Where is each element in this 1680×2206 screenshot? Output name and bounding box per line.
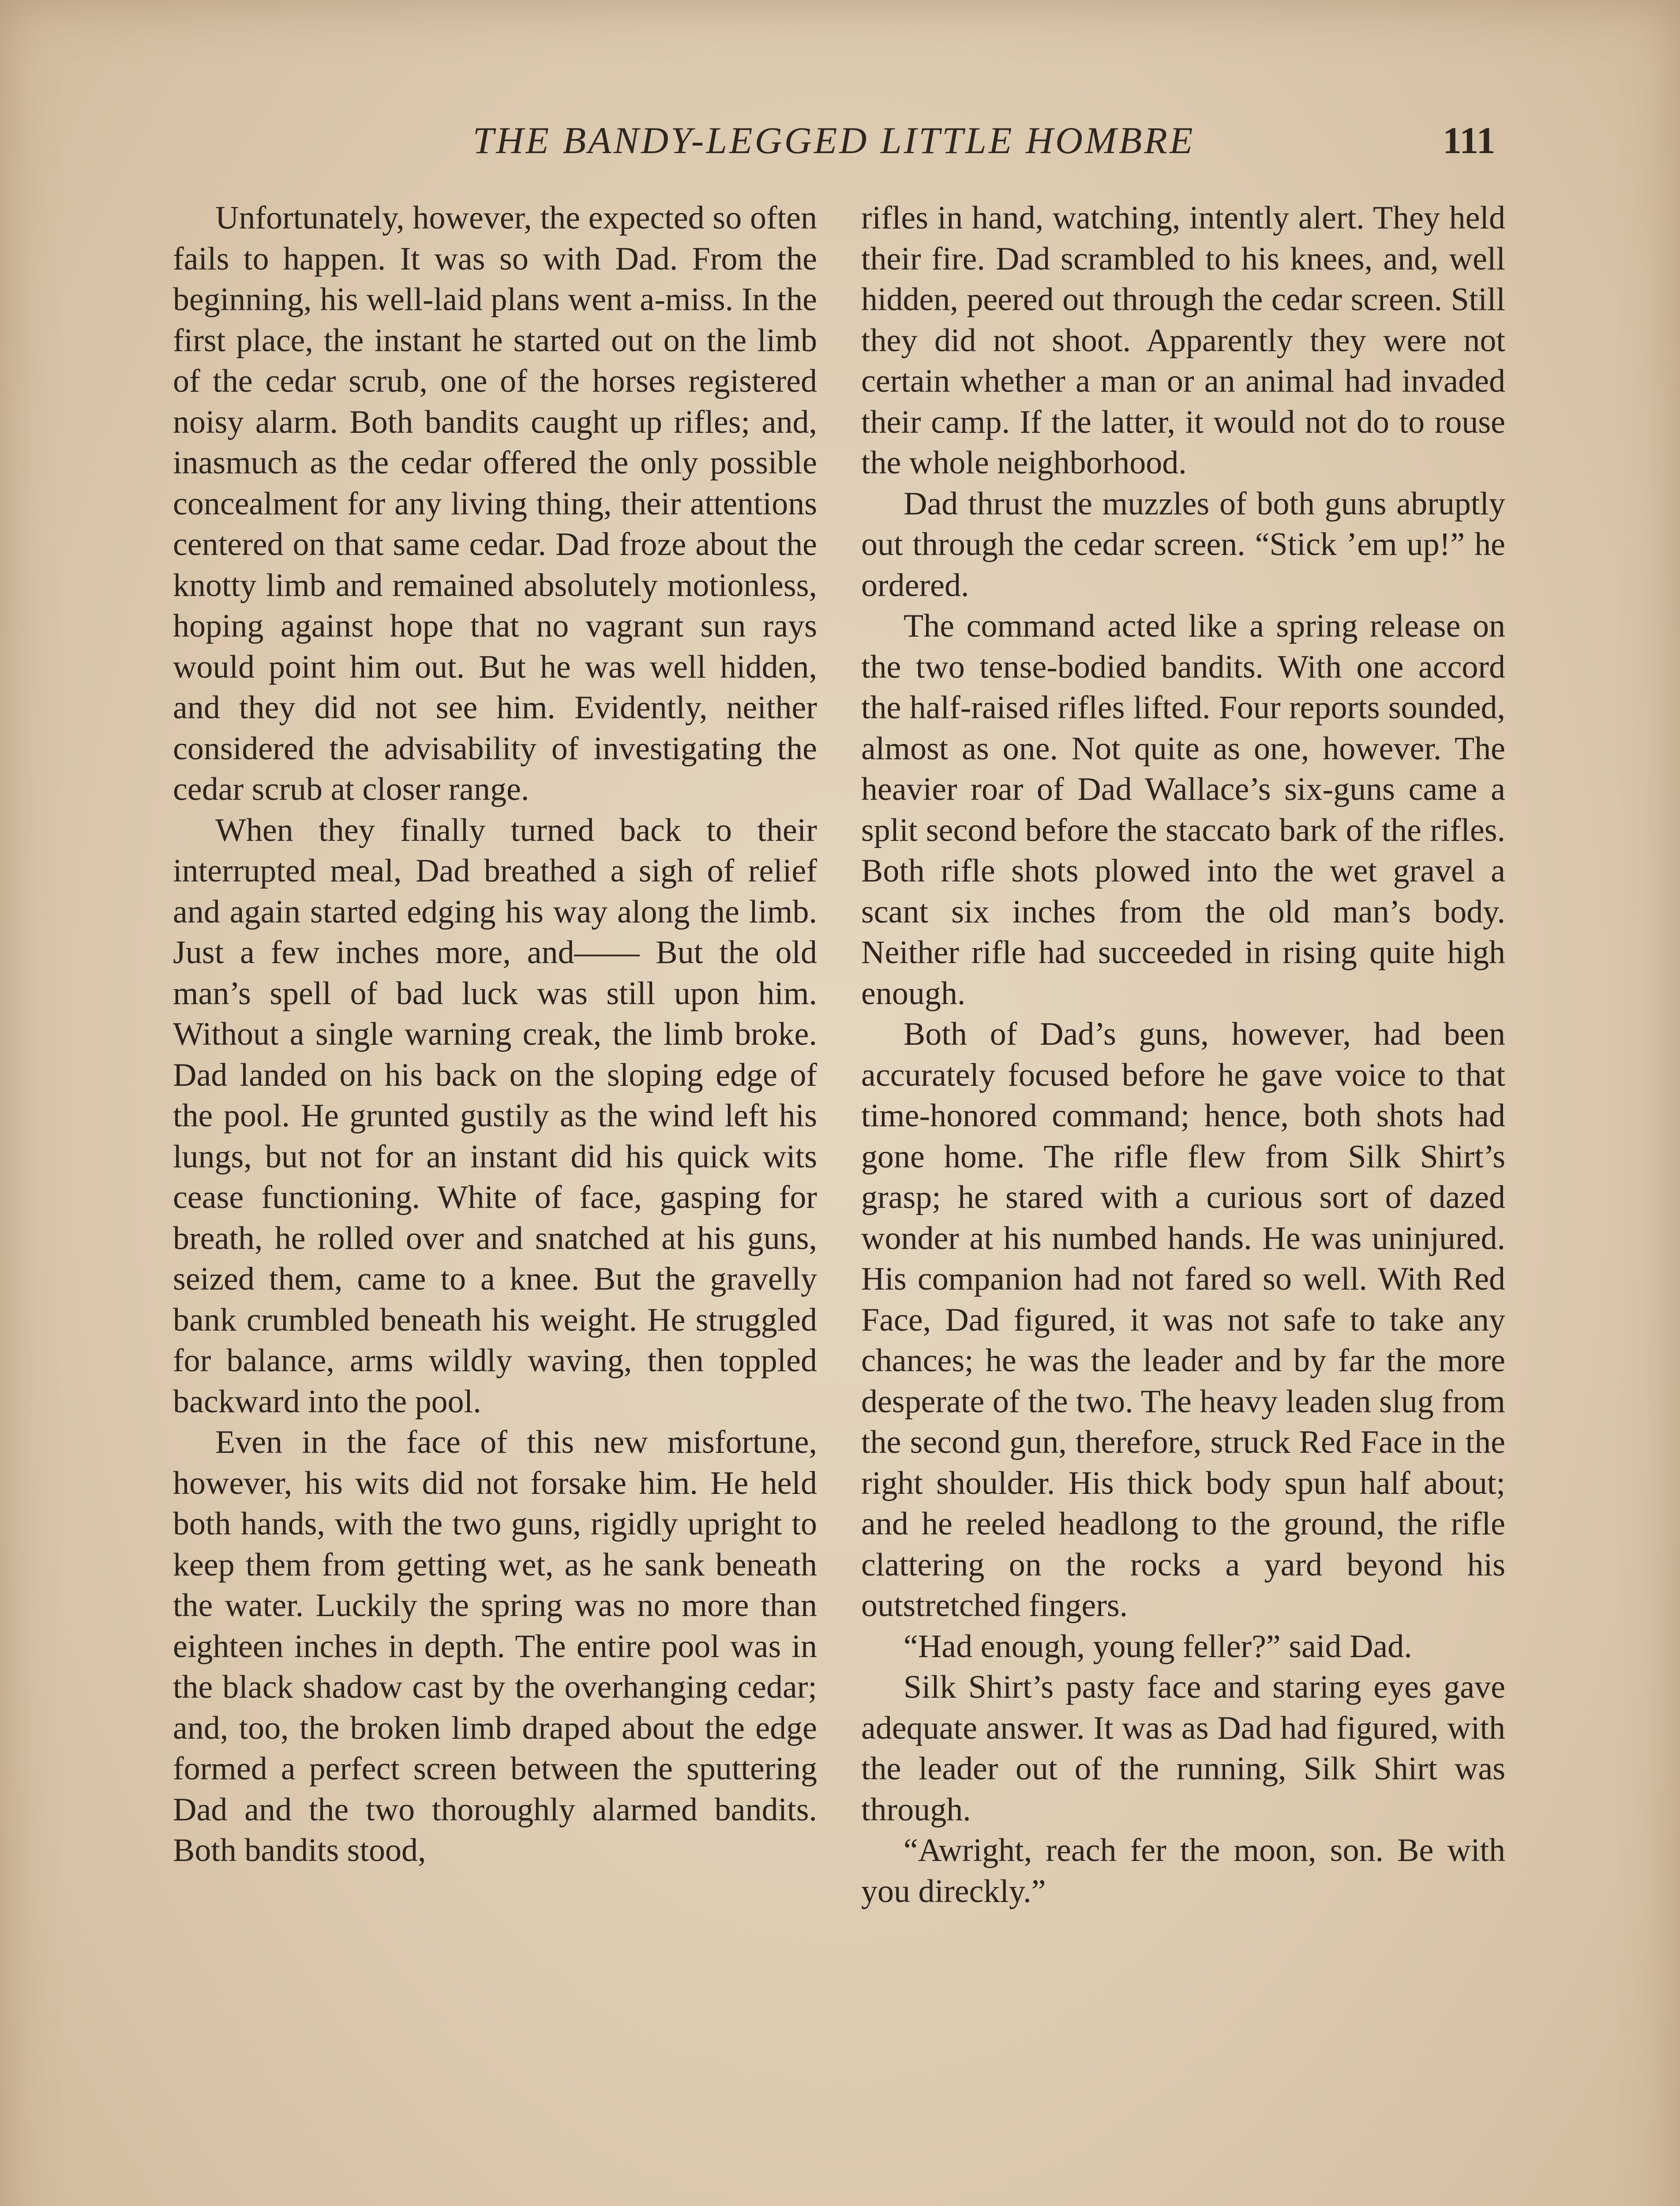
paragraph-continuation: rifles in hand, watching, intently alert. They held their fire. Dad scrambled to his knees, and, well hidden, peered out through the cedar screen. Still they did not shoot. Apparently they were not certain whether a man or an animal had invaded their camp. If the latter, it would not do to rouse the whole neighborhood. [861,200,1505,481]
right-text-column [861,198,1505,1912]
paragraph: Dad thrust the muzzles of both guns abruptly out through the cedar screen. “Stick ’em up!” he ordered. [861,485,1505,604]
left-text-column [173,198,817,1871]
running-title: THE BANDY-LEGGED LITTLE HOMBRE [472,119,1195,161]
paragraph: Unfortunately, however, the expected so often fails to happen. It was so with Dad. From the beginning, his well-laid plans went a-miss. In the first place, the instant he started out on the limb of the cedar scrub, one of the horses registered noisy alarm. Both bandits caught up rifles; and, inasmuch as the cedar offered the only possible concealment for any living thing, their attentions centered on that same cedar. Dad froze about the knotty limb and remained absolutely motionless, hoping against hope that no vagrant sun rays would point him out. But he was well hidden, and they did not see him. Evidently, neither considered the advisability of investigating the cedar scrub at closer range. [173,200,817,807]
page-number: 111 [1443,119,1496,161]
paragraph: Both of Dad’s guns, however, had been accurately focused before he gave voice to that time-honored command; hence, both shots had gone home. The rifle flew from Silk Shirt’s grasp; he stared with a curious sort of dazed wonder at his numbed hands. He was uninjured. His companion had not fared so well. With Red Face, Dad figured, it was not safe to take any chances; he was the leader and by far the more desperate of the two. The heavy leaden slug from the second gun, therefore, struck Red Face in the right shoulder. His thick body spun half about; and he reeled headlong to the ground, the rifle clattering on the rocks a yard beyond his outstretched fingers. [861,1016,1505,1624]
paragraph: Even in the face of this new misfortune, however, his wits did not forsake him. He held both hands, with the two guns, rigidly upright to keep them from getting wet, as he sank beneath the water. Luckily the spring was no more than eighteen inches in depth. The entire pool was in the black shadow cast by the overhanging cedar; and, too, the broken limb draped about the edge formed a perfect screen between the sputtering Dad and the two thoroughly alarmed bandits. Both bandits stood, [173,1424,817,1868]
paragraph: When they finally turned back to their interrupted meal, Dad breathed a sigh of relief and again started edging his way along the limb. Just a few inches more, and—— But the old man’s spell of bad luck was still upon him. Without a single warning creak, the limb broke. Dad landed on his back on the sloping edge of the pool. He grunted gustily as the wind left his lungs, but not for an instant did his quick wits cease functioning. White of face, gasping for breath, he rolled over and snatched at his guns, seized them, came to a knee. But the gravelly bank crumbled beneath his weight. He struggled for balance, arms wildly waving, then toppled backward into the pool. [173,812,817,1420]
paragraph: “Had enough, young feller?” said Dad. [904,1628,1412,1665]
paragraph: “Awright, reach fer the moon, son. Be with you direckly.” [861,1832,1505,1910]
paragraph: The command acted like a spring release on the two tense-bodied bandits. With one accord the half-raised rifles lifted. Four reports sounded, almost as one. Not quite as one, however. The heavier roar of Dad Wallace’s six-guns came a split second before the staccato bark of the rifles. Both rifle shots plowed into the wet gravel a scant six inches from the old man’s body. Neither rifle had succeeded in rising quite high enough. [861,608,1505,1012]
paragraph: Silk Shirt’s pasty face and staring eyes gave adequate answer. It was as Dad had figured, with the leader out of the running, Silk Shirt was through. [861,1669,1505,1828]
